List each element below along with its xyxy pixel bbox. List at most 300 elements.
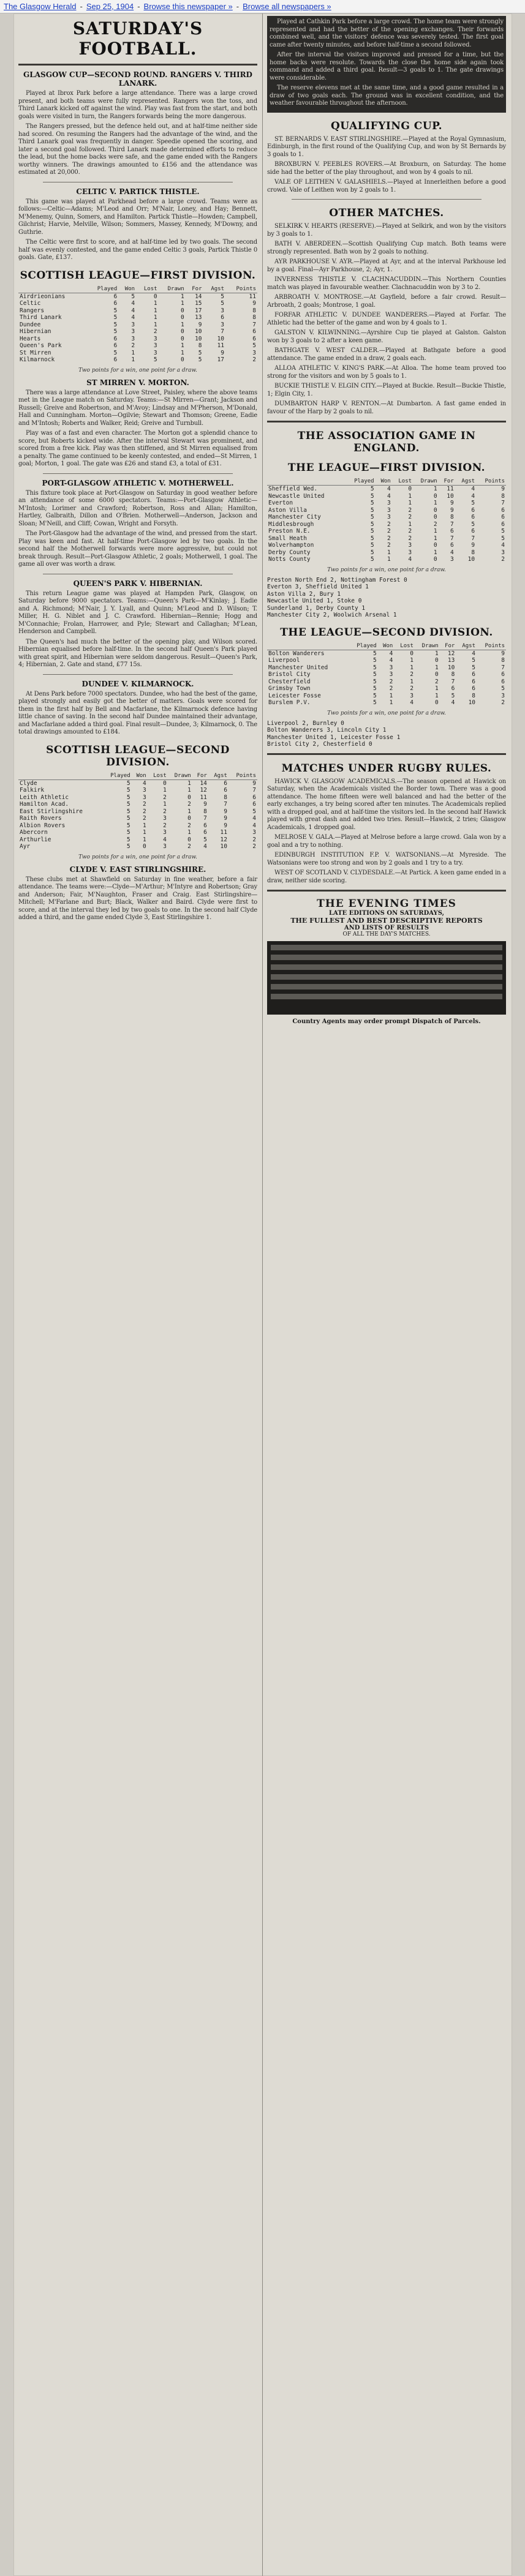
table-cell: 0 [187,794,191,801]
column-header: Agst [208,772,229,780]
table-cell: 2 [163,794,167,801]
table-row [18,293,257,300]
table-cell: 5 [221,300,225,307]
table-cell: 2 [387,528,391,535]
table-cell: 6 [224,779,227,787]
table-cell: 1 [435,685,439,692]
table-cell: 3 [163,843,167,850]
team-name: Sheffield Wed. [268,486,318,492]
table-cell: 1 [163,787,167,794]
table-cell: 4 [131,300,135,307]
table-cell: 2 [408,535,412,542]
article-paragraph: AYR PARKHOUSE V. AYR.—Played at Ayr, and at the interval Parkhouse led by a goal. Final—Ayr Parkhouse, 2; Ayr, 1. [267,258,506,273]
match-result: Manchester City 2, Woolwich Arsenal 1 [267,612,397,618]
table-cell: 4 [387,492,391,500]
column-header: Points [477,642,506,650]
table-row [18,307,257,315]
column-header [18,285,86,293]
article-paragraph: At Dens Park before 7000 spectators. Dundee, who had the best of the game, played strongly and easily got the better of matters. Goals were scored for them in the first half by Bell and Macfarlane, the Kilmarnock defence having little chance of saving. In the second half Dundee maintained their advantage, and Macfarlane added a third goal. Final result—Dundee, 3; Kilmarnock, 0. The total drawings amounted to £184. [18,690,258,735]
table-header-row [267,478,506,486]
table-row [267,521,506,528]
match-result: Everton 3, Sheffield United 1 [267,584,369,590]
table-cell: 5 [372,650,377,657]
team-name: Hibernian [20,328,51,335]
table-cell: 2 [408,528,412,535]
table-cell: 0 [187,815,191,822]
table-row [267,685,506,693]
table-cell: 4 [501,542,505,549]
table-cell: 14 [200,779,207,787]
table-row [267,664,506,672]
table-cell: 13 [447,657,455,664]
issue-date-link[interactable]: Sep 25, 1904 [86,2,134,11]
table-cell: 7 [224,801,227,808]
team-name: Hamilton Acad. [20,801,69,808]
table-cell: 10 [217,335,225,342]
table-cell: 0 [153,293,157,300]
table-cell: 3 [131,328,135,335]
table-cell: 9 [198,321,202,328]
table-row [18,321,257,329]
team-name: Wolverhampton [268,542,314,549]
table-cell: 2 [389,678,393,685]
league-table-title: SCOTTISH LEAGUE—SECOND DIVISION. [46,743,230,768]
article-paragraph: This return League game was played at Hampden Park, Glasgow, on Saturday before 9000 spectators. Teams:—Queen's Park—M'Kinlay; J. Eadie and A. Richmond; M'Nair, J. Y. Lyall, and Quinn; M'Leod and D. Wilson; T. Miller, H. G. Niblet and J. C. Crawford. Hibernian—Rennie; Hogg and M'Connachie; Frolan, Harrower, and Pyle; Stewart and Callaghan; M'Lean, Henderson and Campbell. [18,590,257,635]
table-cell: 10 [468,699,476,706]
table-cell: 5 [203,836,207,843]
article-paragraph: The Rangers pressed, but the defence held out, and at half-time neither side had scored. On resuming the Rangers had the advantage of the wind, and the Third Lanark goal was frequently in danger. Speedie opened the scoring, and later a second goal followed. Third Lanark made determined efforts to reduce the lead, but the home backs were safe, and the game ended with the Rangers worthy winners. The drawings amounted to £156 and the attendance was estimated at 20,000. [18,123,257,176]
table-note: Two points for a win, one point for a draw. [327,710,446,716]
table-cell: 0 [435,657,439,664]
table-cell: 6 [471,506,475,514]
table-cell: 5 [372,678,377,685]
table-cell: 5 [370,492,374,500]
table-cell: 7 [450,535,454,542]
table-cell: 1 [131,349,135,356]
table-cell: 9 [450,506,454,514]
table-cell: 9 [224,822,227,829]
column-header: For [186,285,203,293]
table-cell: 3 [163,815,167,822]
table-cell: 5 [501,528,505,535]
table-cell: 1 [181,300,184,307]
article-paragraph: This fixture took place at Port-Glasgow on Saturday in good weather before an attendance of some 6000 spectators. Teams:—Port-Glasgow Athletic—M'Intosh; Lorimer and Crawford; Robertson, Ross and Allan; Hamilton, Hartley, Galbraith, Dillon and O'Brien. Motherwell—Anderson, Jackson and Sloan; M'Neill, and Cliff; Cowan, Wright and Forsyth. [18,489,257,527]
table-cell: 1 [433,535,437,542]
table-cell: 3 [387,514,391,520]
table-cell: 5 [113,307,118,314]
column-divider [262,13,263,2576]
table-cell: 1 [163,801,167,808]
table-header-row [18,772,257,780]
results-list [267,577,506,619]
league-table-title: THE LEAGUE—SECOND DIVISION. [280,626,493,639]
table-row [267,500,506,507]
table-cell: 2 [187,801,191,808]
advert-line: THE FULLEST AND BEST DESCRIPTIVE REPORTS [290,917,483,925]
table-cell: 3 [163,829,167,836]
table-cell: 13 [195,314,202,321]
table-cell: 0 [433,506,437,514]
table-cell: 2 [387,535,391,542]
table-cell: 8 [472,692,476,699]
table-row [267,549,506,557]
table-cell: 9 [252,779,256,787]
table-cell: 6 [113,335,118,342]
table-cell: 6 [221,314,225,321]
table-row [267,699,506,707]
other-matches-list [267,223,506,416]
table-cell: 7 [221,328,225,335]
table-cell: 1 [153,300,157,307]
table-cell: 2 [131,342,135,349]
table-cell: 8 [471,549,475,556]
separator: - [236,2,240,11]
table-row [18,350,257,357]
table-cell: 2 [143,808,146,815]
column-header: For [439,478,455,486]
column-header [18,772,103,780]
table-cell: 2 [408,506,412,514]
table-cell: 5 [126,794,130,801]
table-cell: 4 [389,657,393,664]
table-cell: 1 [433,500,437,506]
table-cell: 8 [203,808,207,815]
table-row [267,542,506,549]
table-cell: 3 [501,549,505,556]
table-cell: 6 [501,671,505,678]
table-cell: 4 [410,699,414,706]
table-cell: 1 [433,549,437,556]
divider [18,64,257,66]
divider [267,890,506,892]
article-paragraph: There was a large attendance at Love Street, Paisley, where the above teams met in the League match on Saturday. Teams:—St Mirren—Grant; Jackson and Russell; Greive and Robertson, and M'Avoy; Lindsay and M'Pherson, M'Donald, Hall and Cunningham. Morton—Ogilvie; Stewart and Thomson; Greene, Eadie and M'Intosh; Roberts and Walker, Reid; Greive and Turnbull. [18,389,257,427]
team-name: Raith Rovers [20,815,62,822]
table-cell: 11 [200,794,207,801]
league-table [267,642,506,707]
advert-line: OF ALL THE DAY'S MATCHES. [342,931,431,937]
table-cell: 3 [389,664,393,671]
table-cell: 4 [387,486,391,492]
table-cell: 2 [387,520,391,528]
table-cell: 5 [126,829,130,836]
article-paragraph: This game was played at Parkhead before a large crowd. Teams were as follows:—Celtic—Adams; M'Leod and Orr; M'Nair, Loney, and Hay; Bennett, M'Menemy, Quinn, Somers, and Hamilton. Partick Thistle—Howden; Campbell, Gilchrist; Harvie, Melville, Wilson; Sommers, Massey, Kennedy, M'Downy, and Guthrie. [18,198,257,236]
table-cell: 0 [433,492,437,500]
table-cell: 2 [187,822,191,829]
table-row [18,815,257,822]
separator: - [80,2,83,11]
advert-title: THE EVENING TIMES [317,898,456,910]
table-cell: 1 [435,650,439,657]
team-name: Grimsby Town [268,685,311,692]
team-name: Ayr [20,843,31,850]
table-cell: 2 [410,685,414,692]
table-cell: 6 [501,514,505,520]
table-row [267,486,506,493]
article-paragraph: BROXBURN V. PEEBLES ROVERS.—At Broxburn, on Saturday. The home side had the better of the play throughout, and won by 4 goals to nil. [267,161,506,176]
table-cell: 0 [187,836,191,843]
table-cell: 3 [252,349,256,356]
article-paragraph: VALE OF LEITHEN V. GALASHIELS.—Played at Innerleithen before a good crowd. Vale of Leithen won by 2 goals to 1. [267,179,506,193]
table-cell: 0 [410,650,414,657]
team-name: Dundee [20,321,41,328]
article-heading: DUNDEE V. KILMARNOCK. [81,679,194,688]
table-cell: 7 [471,535,475,542]
table-cell: 1 [181,321,184,328]
article-paragraph: Played at Ibrox Park before a large attendance. There was a large crowd present, and both teams were fully represented. Rangers won the toss, and Third Lanark kicked off against the wind. Play was fast from the start, and both goals were visited in turn, the Rangers forwards being the more dangerous. [18,90,257,120]
table-row [18,336,257,343]
table-cell: 4 [163,836,167,843]
table-cell: 6 [471,514,475,520]
column-header: Agst [455,478,476,486]
team-name: Abercorn [20,829,48,836]
table-cell: 4 [203,843,207,850]
table-cell: 5 [252,342,256,349]
table-cell: 5 [126,801,130,808]
table-cell: 5 [501,535,505,542]
column-header: For [192,772,208,780]
dark-article-block [267,16,506,113]
panel-bar [271,945,502,950]
right-column [265,13,508,2576]
table-cell: 5 [370,500,374,506]
dark-printed-panel [267,941,506,1015]
table-cell: 3 [410,692,414,699]
team-name: Falkirk [20,787,45,794]
table-cell: 2 [252,843,256,850]
table-cell: 10 [447,492,454,500]
table-row [267,556,506,563]
table-cell: 4 [389,650,393,657]
team-name: Albion Rovers [20,822,66,829]
column-header: Won [376,478,392,486]
table-cell: 17 [195,307,202,314]
divider [43,674,233,675]
table-cell: 5 [113,314,118,321]
table-cell: 8 [252,314,256,321]
table-cell: 7 [203,815,207,822]
section-heading: MATCHES UNDER RUGBY RULES. [281,762,492,775]
table-row [267,678,506,686]
table-cell: 6 [450,542,454,549]
panel-bar [271,994,502,999]
table-note: Two points for a win, one point for a draw. [327,566,446,573]
table-row [267,535,506,543]
table-cell: 10 [220,843,227,850]
table-cell: 5 [153,356,157,363]
table-cell: 4 [252,815,256,822]
match-result: Preston North End 2, Nottingham Forest 0 [267,576,407,584]
table-cell: 6 [224,787,227,794]
table-cell: 6 [471,528,475,535]
article-paragraph: WEST OF SCOTLAND V. CLYDESDALE.—At Partick. A keen game ended in a draw, neither side scoring. [267,869,506,884]
table-cell: 8 [224,794,227,801]
section-heading: OTHER MATCHES. [329,207,444,219]
table-cell: 5 [471,500,475,506]
team-name: Burslem P.V. [268,699,311,706]
league-table-title: THE LEAGUE—FIRST DIVISION. [287,462,486,474]
divider [43,473,233,474]
table-cell: 2 [143,801,146,808]
table-cell: 2 [187,843,191,850]
team-name: Airdrieonians [20,293,66,300]
column-header: Won [118,285,136,293]
team-name: Third Lanark [20,314,62,321]
table-cell: 12 [200,787,207,794]
newspaper-title-link[interactable]: The Glasgow Herald [4,2,77,11]
advert-line: LATE EDITIONS ON SATURDAYS, [328,910,445,917]
table-cell: 1 [435,664,439,671]
panel-bar [271,974,502,980]
table-cell: 5 [126,815,130,822]
table-cell: 5 [372,657,377,664]
table-cell: 8 [451,671,455,678]
table-cell: 1 [410,678,414,685]
team-name: St Mirren [20,349,51,356]
column-header: Drawn [168,772,192,780]
team-name: Manchester United [268,664,328,671]
table-cell: 7 [450,520,454,528]
table-cell: 3 [153,349,157,356]
team-name: Rangers [20,307,45,314]
article-paragraph: After the interval the visitors improved and pressed for a time, but the home backs were resolute. Towards the close the home side again took command and added a third goal. Result—3 goals to 1. The gate drawings were considerable. [270,51,504,81]
table-cell: 2 [387,542,391,549]
table-cell: 6 [113,342,118,349]
article-paragraph: The Port-Glasgow had the advantage of the wind, and pressed from the start. Play was keen and fast. At half-time Port-Glasgow led by two goals. In the second half the Motherwell forwards were more aggressive, but could not break through. Result—Port-Glasgow Athletic, 2 goals; Motherwell, 1 goal. The game all over was worth a draw. [18,530,257,568]
table-cell: 5 [451,692,455,699]
table-cell: 6 [450,528,454,535]
table-cell: 5 [113,321,118,328]
table-cell: 6 [252,328,256,335]
article-paragraph: ARBROATH V. MONTROSE.—At Gayfield, before a fair crowd. Result—Arbroath, 2 goals; Montrose, 1 goal. [267,294,506,309]
table-cell: 11 [249,293,256,300]
table-row [18,342,257,350]
table-cell: 2 [163,808,167,815]
table-cell: 3 [408,549,412,556]
column-header [267,478,346,486]
article-heading: PORT-GLASGOW ATHLETIC V. MOTHERWELL. [42,478,234,487]
table-cell: 9 [203,801,207,808]
browse-newspaper-link[interactable]: Browse this newspaper » [143,2,233,11]
table-cell: 3 [387,506,391,514]
table-cell: 6 [113,356,118,363]
team-name: Bolton Wanderers [268,650,325,657]
column-header: Lost [148,772,168,780]
table-cell: 6 [501,520,505,528]
table-row [18,836,257,844]
table-cell: 6 [501,678,505,685]
column-header: Played [349,642,378,650]
table-cell: 5 [113,349,118,356]
viewer-toolbar [0,0,525,13]
table-cell: 6 [501,506,505,514]
table-cell: 6 [113,293,118,300]
table-cell: 10 [195,335,202,342]
article-paragraph: EDINBURGH INSTITUTION F.P. V. WATSONIANS.—At Myreside. The Watsonians were too strong and won by 2 goals and 1 try to a try. [267,852,506,866]
column-header: Won [132,772,148,780]
table-cell: 1 [143,829,146,836]
column-header [267,642,349,650]
column-header: Agst [203,285,226,293]
table-cell: 10 [447,664,455,671]
team-name: Bristol City [268,671,311,678]
article-heading: CLYDE V. EAST STIRLINGSHIRE. [69,865,206,874]
league-table [18,285,257,364]
table-cell: 5 [113,328,118,335]
table-cell: 6 [203,829,207,836]
table-cell: 10 [195,328,202,335]
team-name: Celtic [20,300,41,307]
table-row [18,787,257,794]
table-cell: 3 [143,794,146,801]
advertisement [267,898,506,937]
table-cell: 9 [501,650,505,657]
table-cell: 5 [370,535,374,542]
table-row [18,843,257,851]
table-cell: 3 [408,542,412,549]
table-cell: 0 [163,779,167,787]
table-cell: 5 [126,779,130,787]
match-result: Newcastle United 1, Stoke 0 [267,598,362,604]
table-cell: 7 [501,664,505,671]
table-cell: 5 [370,514,374,520]
team-name: Hearts [20,335,41,342]
table-cell: 5 [198,356,202,363]
table-cell: 0 [433,514,437,520]
table-cell: 3 [450,556,454,563]
team-name: Kilmarnock [20,356,55,363]
table-cell: 8 [450,514,454,520]
match-result: Liverpool 2, Burnley 0 [267,719,344,727]
table-cell: 4 [408,556,412,563]
table-cell: 7 [501,500,505,506]
team-name: Arthurlie [20,836,51,843]
divider [267,753,506,755]
table-cell: 5 [126,787,130,794]
column-header: Points [229,772,257,780]
table-row [18,829,257,836]
table-cell: 4 [450,549,454,556]
table-cell: 1 [389,692,393,699]
table-cell: 12 [447,650,455,657]
table-cell: 5 [372,664,377,671]
team-name: Notts County [268,556,311,563]
table-row [18,328,257,336]
table-cell: 6 [252,801,256,808]
table-cell: 5 [372,699,377,706]
team-name: Aston Villa [268,506,307,514]
column-header: Played [86,285,118,293]
article-heading: ST MIRREN V. MORTON. [86,378,189,387]
table-cell: 8 [198,342,202,349]
table-cell: 5 [131,293,135,300]
table-cell: 2 [252,836,256,843]
article-paragraph: BUCKIE THISTLE V. ELGIN CITY.—Played at Buckie. Result—Buckie Thistle, 1; Elgin City, 1. [267,383,506,397]
table-cell: 2 [433,520,437,528]
browse-all-newspapers-link[interactable]: Browse all newspapers » [243,2,331,11]
table-cell: 0 [435,671,439,678]
table-cell: 1 [408,520,412,528]
table-cell: 5 [471,520,475,528]
results-list [267,720,506,748]
table-cell: 0 [435,699,439,706]
team-name: Middlesbrough [268,520,314,528]
left-column [16,13,260,2576]
table-cell: 1 [153,314,157,321]
table-cell: 1 [181,342,184,349]
table-row [18,808,257,816]
table-cell: 1 [433,486,437,492]
table-row [18,314,257,321]
